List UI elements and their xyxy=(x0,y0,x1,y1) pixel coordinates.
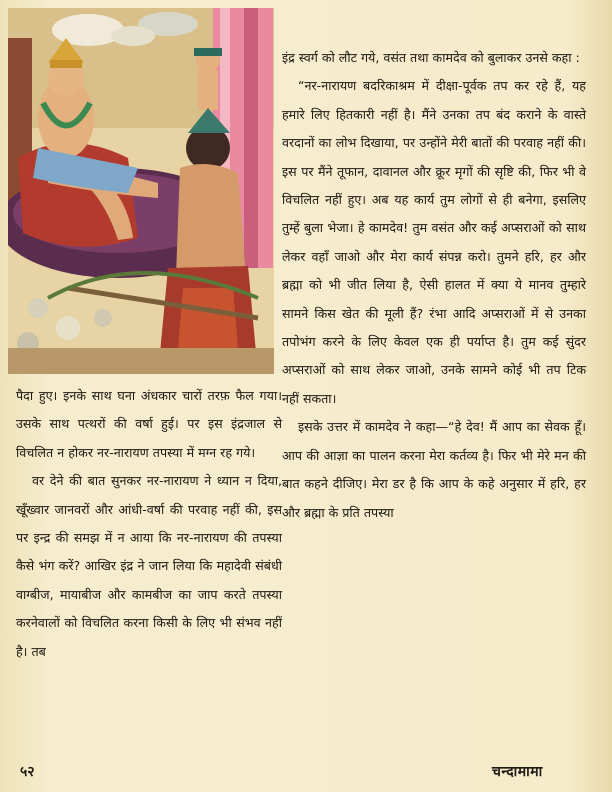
continuation-paragraph: पैदा हुए। इनके साथ घना अंधकार चारों तरफ़ फैल गया। उसके साथ पत्थरों की वर्षा हुई। पर इस इंद्रजाल से विचलित न होकर नर-नारायण तपस्या में मग्न रह गये। xyxy=(16,388,282,460)
magazine-name: चन्दामामा xyxy=(492,764,543,780)
intro-paragraph: इंद्र स्वर्ग को लौट गये, वसंत तथा कामदेव को बुलाकर उनसे कहा : xyxy=(282,50,580,65)
right-text-column xyxy=(282,44,586,527)
story-illustration xyxy=(8,8,274,374)
indra-throne-painting-icon xyxy=(8,8,274,374)
narration-paragraph: वर देने की बात सुनकर नर-नारायण ने ध्यान न दिया, खूँख्वार जानवरों और आंधी-वर्षा की परवाह नहीं की, इस पर इन्द्र की समझ में न आया कि नर-नारायण की तपस्या कैसे भंग करें? आखिर इंद्र ने जान लिया कि महादेवी संबंधी वाग्बीज, मायाबीज और कामबीज का जाप करते तपस्या करनेवालों को विचलित करना किसी के लिए भी संभव नहीं है। तब xyxy=(16,473,282,659)
left-text-column xyxy=(16,382,282,666)
page-number: ५२ xyxy=(20,764,35,780)
kamdev-reply-paragraph: इसके उत्तर में कामदेव ने कहा—“हे देव! मैं आप का सेवक हूँ। आप की आज्ञा का पालन करना मेरा कर्तव्य है। फिर भी मेरे मन की बात कहने दीजिए। मेरा डर है कि आप के कहे अनुसार में हरि, हर और ब्रह्मा के प्रति तपस्या xyxy=(282,419,586,520)
indra-speech-paragraph: “नर-नारायण बदरिकाश्रम में दीक्षा-पूर्वक तप कर रहे हैं, यह हमारे लिए हितकारी नहीं है। मैंने उनका तप बंद कराने के वास्ते वरदानों का लोभ दिखाया, पर उन्होंने मेरी बातों की परवाह नहीं की। इस पर मैंने तूफान, दावानल और क्रूर मृगों की सृष्टि की, फिर भी वे विचलित नहीं हुए। अब यह कार्य तुम लोगों से ही बनेगा, इसलिए तुम्हें बुला भेजा। हे कामदेव! तुम वसंत और कई अप्सराओं को साथ लेकर वहाँ जाओ और मेरा कार्य संपन्न करो। तुमने हरि, हर और ब्रह्मा को भी जीत लिया है, ऐसी हालत में क्या ये मानव तुम्हारे सामने किस खेत की मूली हैं? रंभा आदि अप्सराओं में से उनका तपोभंग करने के लिए केवल एक ही पर्याप्त है। तुम कई सुंदर अप्सराओं को साथ लेकर जाओ, उनके सामने कोई भी तप टिक नहीं सकता। xyxy=(282,78,586,406)
